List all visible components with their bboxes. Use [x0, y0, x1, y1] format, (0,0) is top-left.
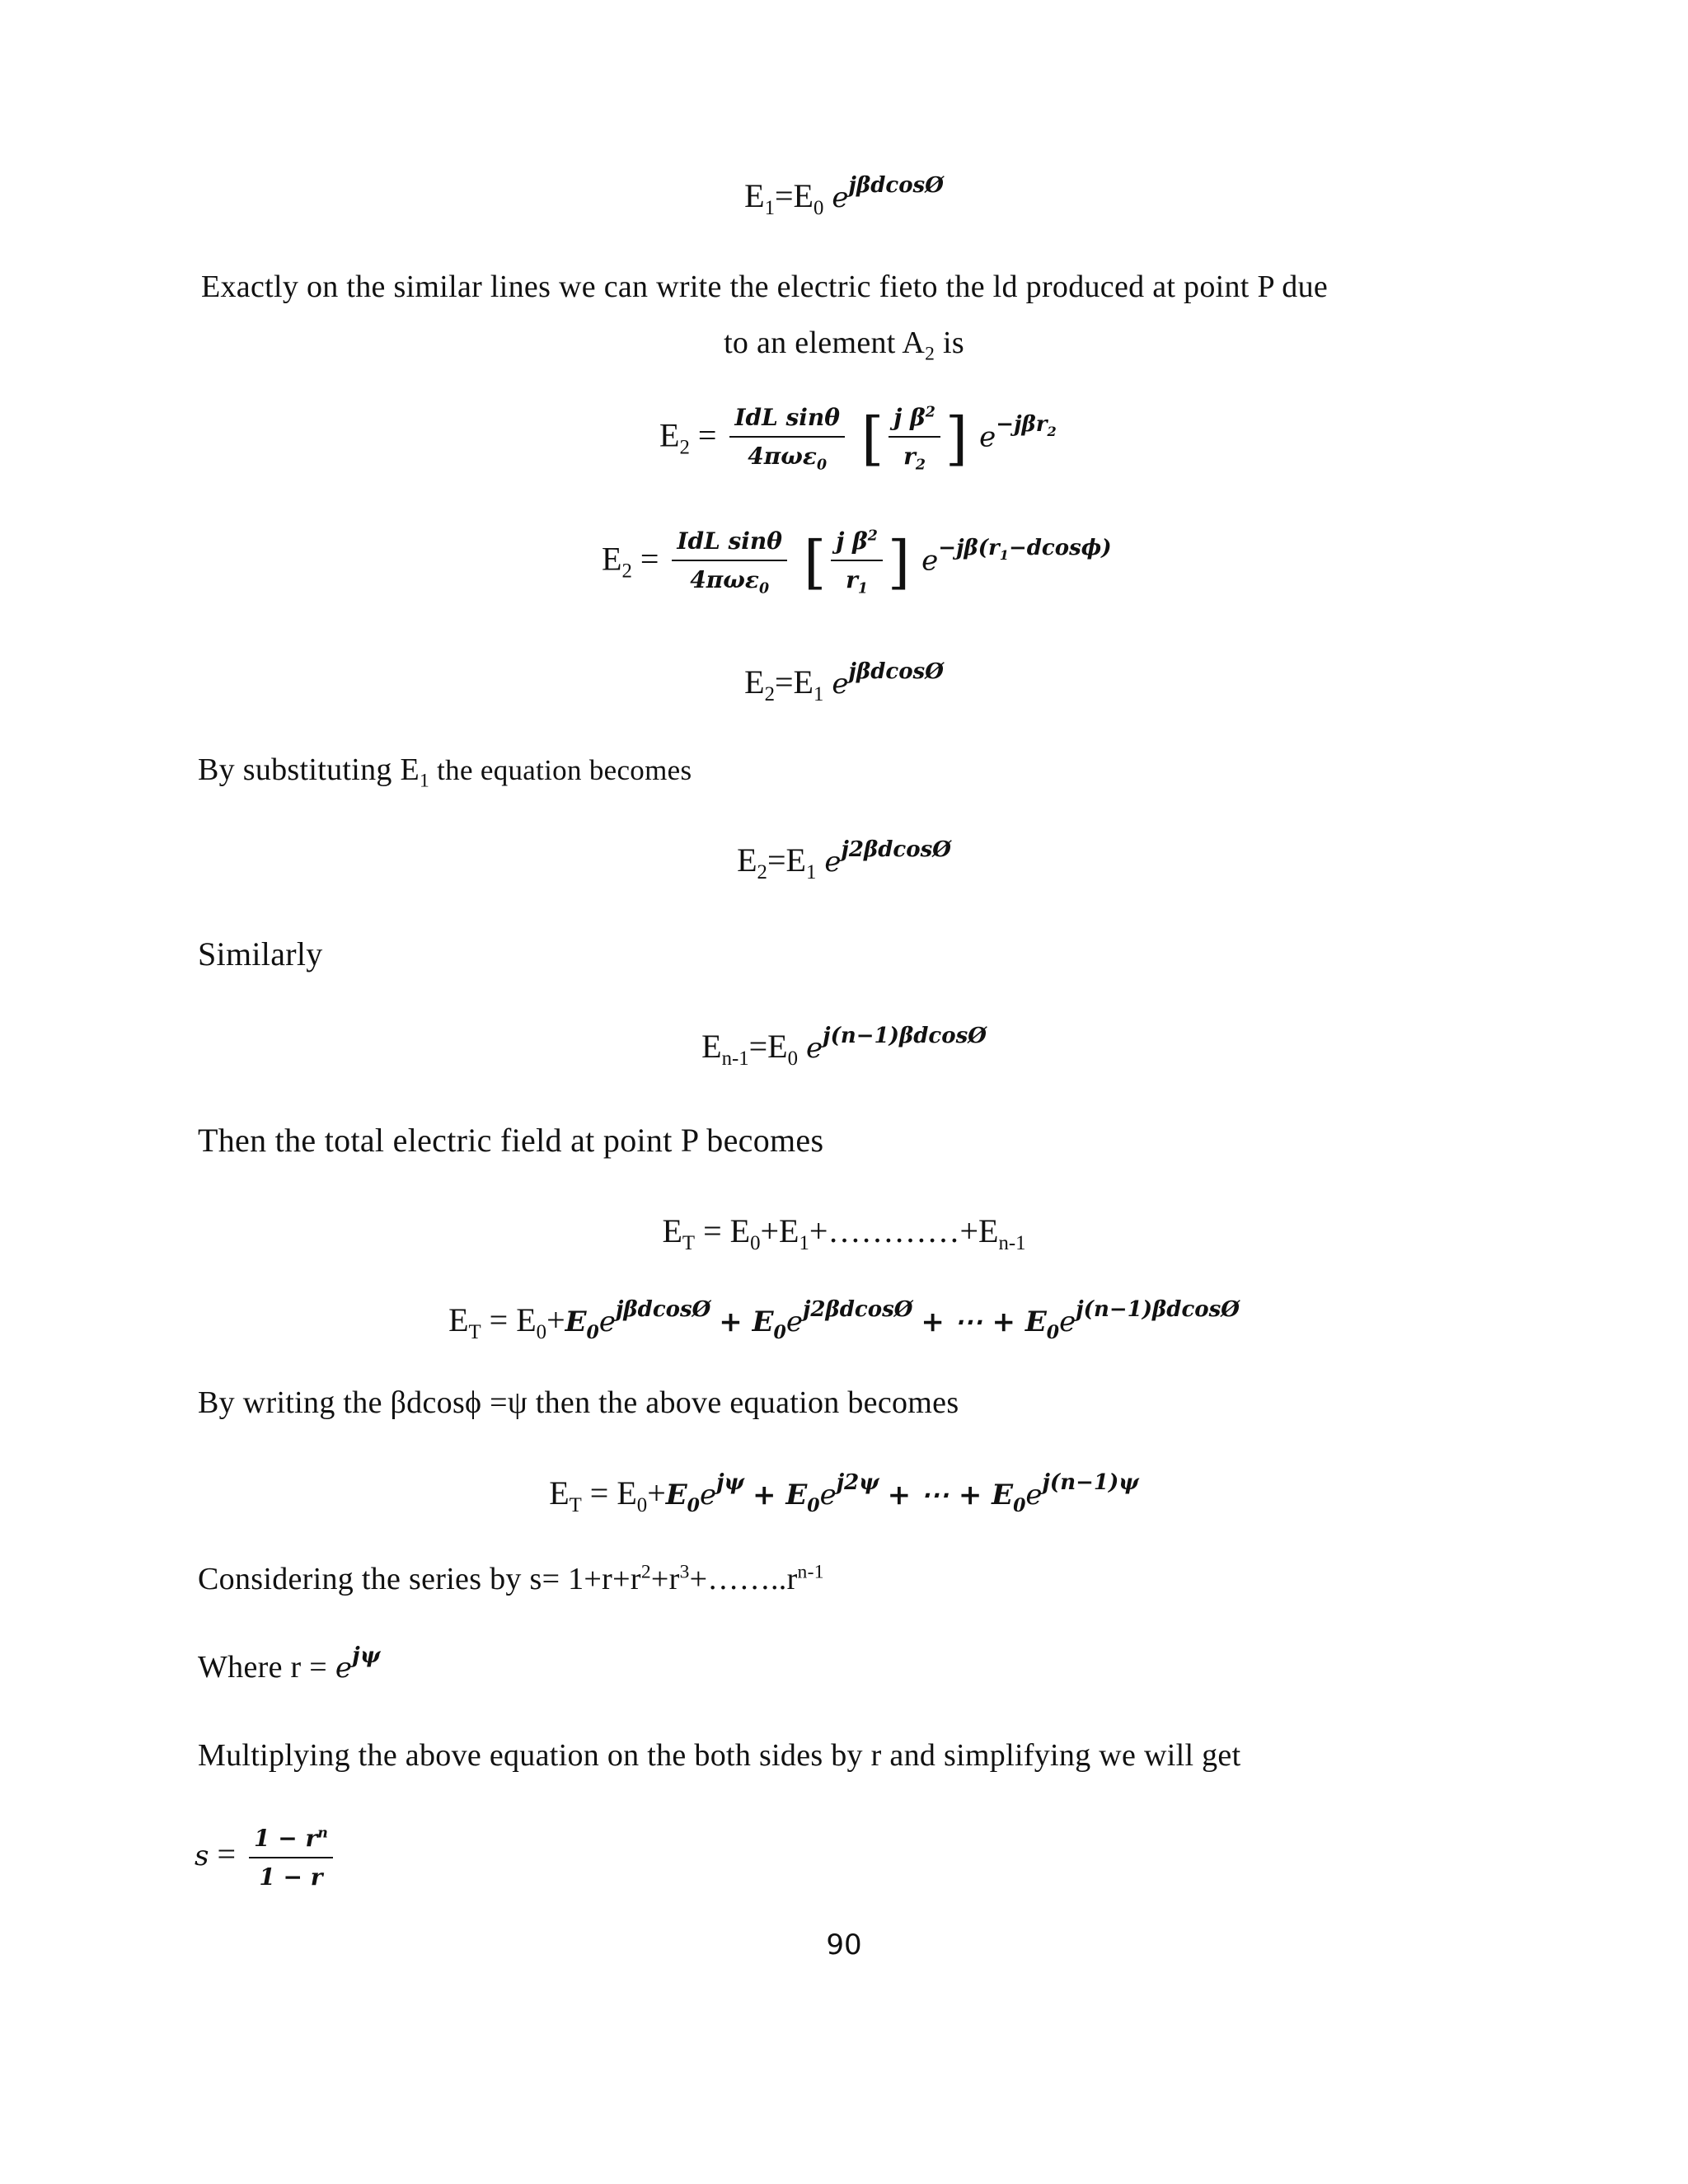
paragraph-total-field: Then the total electric field at point P becomes	[198, 1122, 824, 1159]
equation-et-sum: $E_T$ = $E_0+E_1+\dots\dots\dots\dots+E_{n-1}$	[662, 1212, 1026, 1254]
equation-en-1: $E_{n-1}=E_0$ $e^{j(n-1)\beta dcosØ}$	[701, 1024, 987, 1070]
equation-e2-j2: $E_2=E_1$ $e^{j2\beta dcosØ}$	[737, 837, 951, 883]
paragraph-where-r: Where $r = e^{j\psi}$	[198, 1643, 381, 1685]
paragraph-similarly: Similarly	[198, 935, 323, 972]
equation-e1: $E_1=E_0$ $e^{j\beta dcosØ}$	[744, 173, 944, 219]
equation-et-expanded: $E_T = E_0+E_0e^{j\beta dcosØ} + E_0e^{j2\beta dcosØ}$ + ⋯ + $E_0e^{j(n-1)\beta dcosØ}$	[448, 1297, 1240, 1343]
paragraph-similar-lines: Exactly on the similar lines we can write the electric fieto the ld produced at point P due	[201, 269, 1329, 304]
paragraph-multiplying: Multiplying the above equation on the both sides by r and simplifying we will get	[198, 1738, 1241, 1773]
page-number: 90	[826, 1929, 862, 1961]
equation-e2-r1: $E_2$ = $\frac{\text{IdL sinθ}}{4\pi\omega\varepsilon_0}$ [ $\frac{j \beta^2}{r_1}$ ] $e^{-j\beta(r_1-dcos\phi)}$	[602, 527, 1112, 598]
equation-et-psi: $E_T = E_0+E_0e^{j\psi} + E_0e^{j2\psi}$ + ⋯ + $E_0e^{j(n-1)\psi}$	[549, 1470, 1139, 1516]
equation-e2-e1: $E_2=E_1$ $e^{j\beta dcosØ}$	[744, 659, 944, 705]
paragraph-psi-substitution: By writing the βdcosϕ =ψ then the above equation becomes	[198, 1385, 959, 1420]
paragraph-series: Considering the series by $s= 1+r+r^2+r^3+\dots\dots..r^{n-1}$	[198, 1561, 824, 1596]
equation-s-formula: s = $\frac{1 - r^n}{1 - r}$	[195, 1825, 338, 1891]
equation-e2-r2: $E_2$ = $\frac{\text{IdL sinθ}}{4\pi\omega\varepsilon_0}$ [ $\frac{j \beta^2}{r_2}$ ] $e^{-j\beta r_2}$	[659, 404, 1057, 474]
paragraph-substituting: By substituting $E_1$ the equation becomes	[198, 752, 692, 792]
paragraph-element-a2: to an element $A_2$ is	[724, 326, 964, 365]
